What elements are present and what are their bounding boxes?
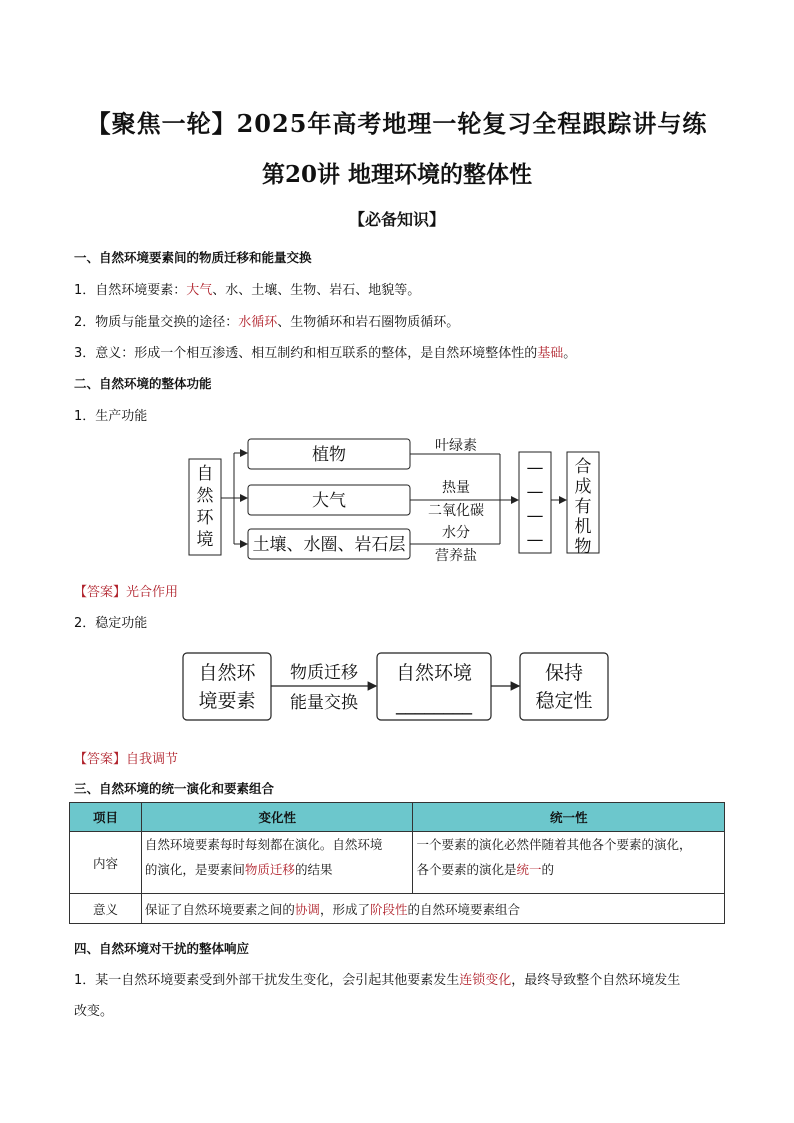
row-label: 内容: [70, 832, 142, 894]
header-unity: 统一性: [413, 803, 725, 832]
answer-tag: 【答案】: [74, 752, 127, 767]
co2-label: 二氧化碳: [428, 503, 484, 519]
highlight-text: 物质迁移: [244, 862, 295, 877]
table-header-row: [70, 803, 725, 832]
part1-item2: [74, 311, 459, 330]
item-text: ，最终导致整个自然环境发生: [511, 973, 681, 988]
unity-cell: [413, 832, 725, 894]
water-label: 水分: [442, 525, 470, 541]
part1-heading: 一、自然环境要素间的物质迁移和能量交换: [74, 250, 312, 265]
stability-line2: 稳定性: [535, 690, 593, 712]
environment-blank: ________: [396, 693, 472, 715]
blank-char: —: [526, 458, 544, 478]
cell-line: 一个要素的演化必然伴随着其他各个要素的演化，: [416, 837, 692, 852]
part2-heading: 二、自然环境的整体功能: [74, 376, 212, 391]
part4-item1: [74, 969, 680, 988]
arrow-label-2: 能量交换: [290, 693, 358, 713]
part3-heading: 三、自然环境的统一演化和要素组合: [74, 781, 275, 796]
part2-sub1: 1．生产功能: [74, 409, 148, 424]
item-text: 1．某一自然环境要素受到外部干扰发生变化，会引起其他要素发生: [74, 973, 460, 988]
highlight-text: 大气: [186, 283, 213, 298]
arrow-label-1: 物质迁移: [290, 663, 358, 683]
cell-text: 的结果: [294, 862, 333, 877]
source-char: 自: [196, 464, 214, 484]
answer1: [74, 581, 178, 600]
blank-char: —: [526, 482, 544, 502]
table-row: [70, 832, 725, 894]
answer-value: 自我调节: [126, 752, 179, 767]
section-heading: 【必备知识】: [348, 210, 445, 229]
soil-label: 土壤、水圈、岩石层: [252, 535, 406, 555]
heat-label: 热量: [442, 480, 470, 496]
item-text: 、生物循环和岩石圈物质循环。: [277, 315, 460, 330]
stability-function-diagram: [180, 650, 610, 724]
source-char: 境: [196, 530, 214, 550]
highlight-text: 阶段性: [369, 901, 408, 917]
result-char: 机: [574, 517, 592, 537]
blank-char: —: [526, 530, 544, 550]
cell-text: 的演化，是要素间: [144, 862, 245, 877]
answer-value: 光合作用: [126, 585, 179, 600]
cell-text: 各个要素的演化是: [416, 862, 517, 877]
item-text: 。: [563, 346, 577, 361]
header-item: 项目: [70, 803, 142, 832]
part4-heading: 四、自然环境对干扰的整体响应: [74, 941, 250, 956]
item-text: 、水、土壤、生物、岩石、地貌等。: [212, 283, 421, 298]
cell-text: 的自然环境要素组合: [407, 901, 520, 917]
production-function-diagram: [186, 435, 606, 567]
source-char: 然: [196, 486, 214, 506]
cell-text: ，形成了: [319, 901, 370, 917]
item-text: 3．意义：形成一个相互渗透、相互制约和相互联系的整体，是自然环境整体性的: [74, 346, 538, 361]
part4-item1-line2: 改变。: [74, 1004, 114, 1019]
item-text: 2．物质与能量交换的途径：: [74, 315, 239, 330]
chlorophyll-label: 叶绿素: [435, 438, 477, 454]
meaning-cell: [141, 894, 724, 924]
result-char: 成: [574, 477, 592, 497]
environment-label: 自然环境: [395, 662, 473, 684]
plant-label: 植物: [312, 445, 346, 465]
atmosphere-label: 大气: [312, 491, 346, 511]
source-char: 环: [196, 508, 214, 528]
highlight-text: 基础: [537, 346, 564, 361]
answer-tag: 【答案】: [74, 585, 127, 600]
stability-line1: 保持: [544, 662, 584, 684]
cell-line: 自然环境要素每时每刻都在演化。自然环境: [144, 837, 383, 852]
result-char: 有: [574, 497, 592, 517]
result-char: 物: [574, 537, 592, 557]
elements-line2: 境要素: [198, 690, 256, 712]
change-cell: [141, 832, 413, 894]
part1-item3: [74, 342, 576, 361]
item-text: 1．自然环境要素：: [74, 283, 187, 298]
document-title: 【聚焦一轮】2025年高考地理一轮复习全程跟踪讲与练: [86, 109, 708, 138]
highlight-text: 统一: [516, 862, 542, 877]
row-label: 意义: [70, 894, 142, 924]
cell-text: 保证了自然环境要素之间的: [144, 901, 295, 917]
blank-char: —: [526, 506, 544, 526]
answer2: [74, 748, 178, 767]
highlight-text: 连锁变化: [459, 973, 512, 988]
part1-item1: [74, 279, 420, 298]
cell-line: [416, 857, 721, 882]
result-char: 合: [574, 457, 592, 477]
lecture-title: 第20讲 地理环境的整体性: [261, 161, 532, 188]
highlight-text: 协调: [294, 901, 320, 917]
nutrient-label: 营养盐: [435, 548, 477, 564]
elements-line1: 自然环: [198, 662, 256, 684]
cell-line: [145, 857, 410, 882]
table-row: [70, 894, 725, 924]
highlight-text: 水循环: [238, 315, 278, 330]
part2-sub2: 2．稳定功能: [74, 616, 148, 631]
cell-text: 的: [541, 862, 555, 877]
evolution-table: [69, 802, 725, 924]
header-change: 变化性: [141, 803, 413, 832]
